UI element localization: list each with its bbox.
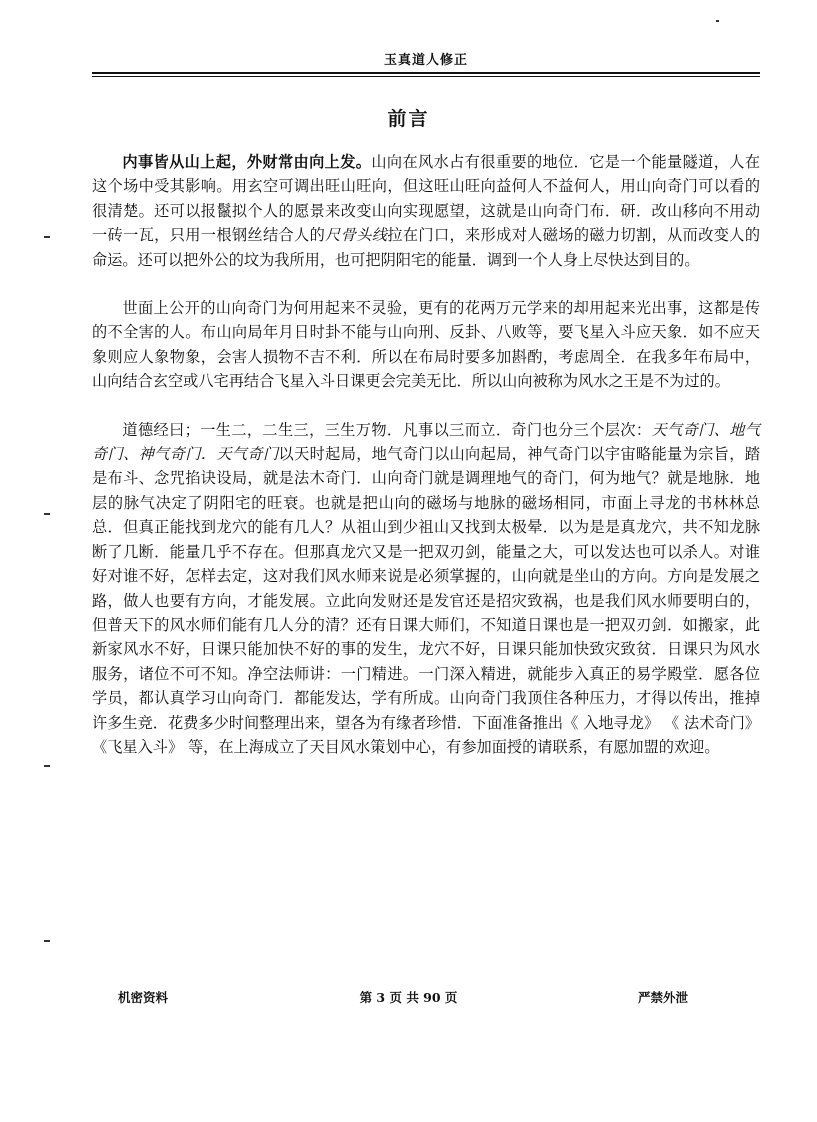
paragraph-2-text: 世面上公开的山向奇门为何用起来不灵验，更有的花两万元学来的却用起来光出事，这都是传的不全害的人。布山向局年月日时卦不能与山向刑、反卦、八败等，要飞星入斗应天象．如不应天象则应人象物象，会害人损物不吉不利．所以在布局时要多加斟酌，考虑周全．在我多年布局中，山向结合玄空或八宅再结合飞星入斗日课更会完美无比．所以山向被称为风水之王是不为过的。: [92, 299, 760, 391]
paragraph-2: [92, 296, 760, 394]
scan-speck: [44, 513, 50, 515]
paragraph-3-emphasis: 天气奇门、地气奇门、神气奇门．天气奇门: [92, 420, 761, 464]
scan-speck: [44, 765, 50, 767]
scan-speck: [44, 236, 50, 238]
paragraph-1-text: 山向在风水占有很重要的地位．它是一个能量隧道，人在这个场中受其影响。用玄空可调出旺山旺向，但这旺山旺向益何人不益何人，用山向奇门可以看的很清楚。还可以报鬣拟个人的愿景来改变山向实现愿望，这就是山向奇门布．研．改山移向不用动一砖一瓦，只用一根钢丝结合人的: [92, 153, 760, 245]
footer-page-number: 第 3 页 共 90 页: [359, 990, 458, 1005]
paragraph-1-lead: 内事皆从山上起，外财常由向上发。: [122, 153, 372, 171]
body-text: [92, 150, 760, 759]
footer-no-leak: 严禁外泄: [638, 990, 689, 1005]
paragraph-3-text-a: 道德经曰；一生二，二生三，三生万物．凡事以三而立．奇门也分三个层次：: [122, 420, 652, 439]
header-rule-thin: [92, 76, 760, 77]
running-header: 玉真道人修正: [383, 53, 468, 68]
paragraph-3-text-b: 以天时起局，地气奇门以山向起局，神气奇门以宇宙略能量为宗旨，踏是布斗、念咒掐诀设局，就是法木奇门．山向奇门就是调理地气的奇门，何为地气？就是地脉．地层的脉气决定了阴阳宅的旺衰。也就是把山向的磁场与地脉的磁场相同，市面上寻龙的书林林总总．但真正能找到龙穴的能有几人？从祖山到少祖山又找到太极晕．以为是是真龙穴，共不知龙脉断了几断．能量几乎不存在。但那真龙穴又是一把双刃剑，能量之大，可以发达也可以杀人。对谁好对谁不好，怎样去定，这对我们风水师来说是必须掌握的，山向就是坐山的方向。方向是发展之路，做人也要有方向，才能发展。立此向发财还是发官还是招灾致祸，也是我们风水师要明白的，但普天下的风水师们能有几人分的清？还有日课大师们，不知道日课也是一把双刃剑．如搬家，此新家风水不好，日课只能加快不好的事的发生，龙穴不好，日课只能加快致灾致贫．日课只为风水服务，诸位不可不知。净空法师讲：一门精进。一门深入精进，就能步入真正的易学殿堂．愿各位学员，都认真学习山向奇门．都能发达，学有所成。山向奇门我顶住各种压力，才得以传出，推掉许多生竞．花费多少时间整理出来，望各为有缘者珍惜．下面准备推出《 入地寻龙》 《 法术奇门》 《飞星入斗》 等，在上海成立了天目风水策划中心，有参加面授的请联系，有愿加盟的欢迎。: [92, 445, 761, 756]
scan-speck: [44, 940, 50, 942]
paragraph-3: [92, 418, 760, 760]
header-rule: [92, 72, 760, 74]
footer-confidential: 机密资料: [118, 990, 169, 1005]
page-title: 前言: [387, 108, 430, 130]
paragraph-1-tail: 拉在门口，来形成对人磁场的磁力切割，从而改变人的命运。还可以把外公的坟为我所用，也可把阴阳宅的能量．调到一个人身上尽快达到目的。: [92, 226, 761, 269]
paragraph-1: [92, 150, 760, 272]
paragraph-1-emphasis: 尺骨头线: [325, 226, 388, 245]
scan-speck: [716, 20, 719, 22]
